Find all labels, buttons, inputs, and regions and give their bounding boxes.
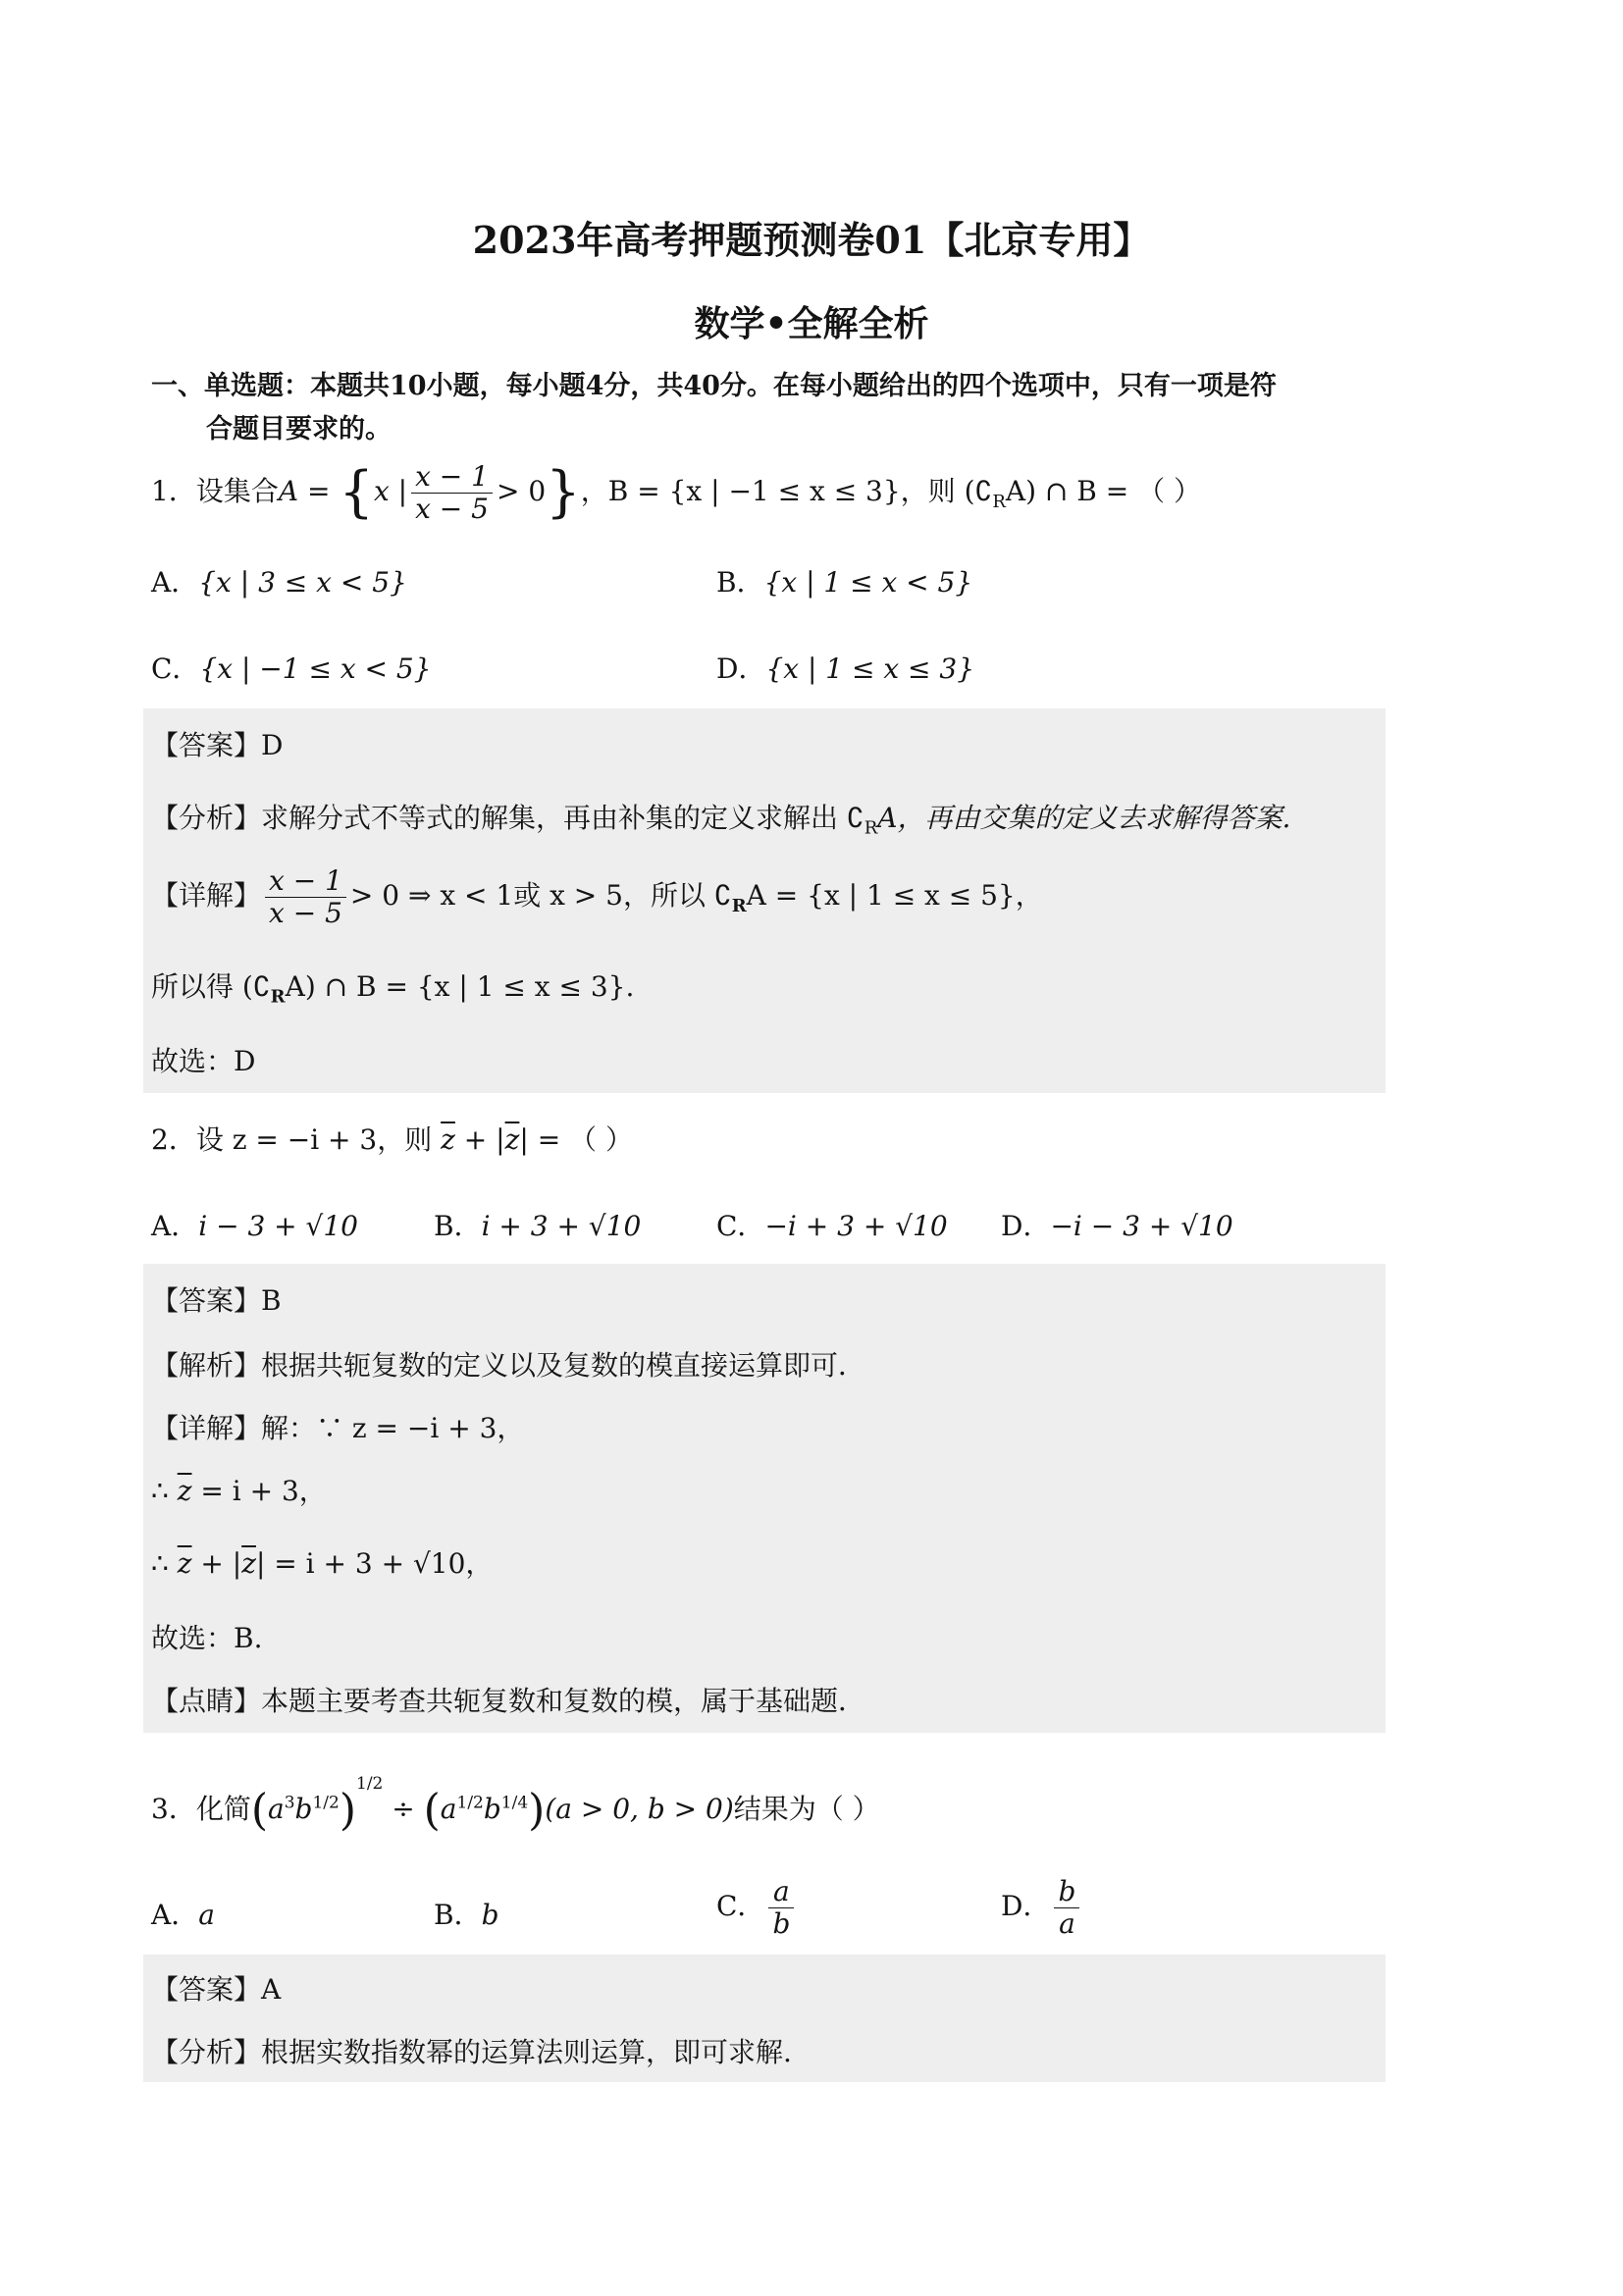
q3-option-c-den: b (772, 1907, 791, 1941)
q1-option-a-text: {x | 3 ≤ x < 5} (198, 566, 407, 599)
q3-option-d-label: D． (1001, 1890, 1051, 1923)
page-title: 2023年高考押题预测卷01【北京专用】 (472, 218, 1151, 262)
q1-choice: 故选：D (151, 1045, 256, 1077)
q3-outer-exp: 1/2 (356, 1774, 384, 1794)
q2-detail2-tail: = i + 3， (191, 1475, 327, 1507)
q2-detail2-head: ∴ (151, 1475, 178, 1507)
q1-detail-r: R (731, 895, 747, 916)
q3-paren-open: ( (250, 1785, 268, 1836)
q1-detail-mid: > 0 ⇒ x < 1或 x > 5，所以 ∁ (349, 879, 732, 913)
q1-x-bar: x | (373, 475, 408, 508)
q1-option-c-text: {x | −1 ≤ x < 5} (199, 652, 432, 685)
q3-option-d-num: b (1054, 1876, 1079, 1908)
q1-detail2 (151, 965, 634, 1008)
q2-detail3-tail: | = i + 3 + √10， (255, 1547, 494, 1580)
q3-option-b-label: B． (434, 1899, 482, 1931)
q3-tail: 结果为（ ） (733, 1793, 880, 1825)
q1-detail2-r: R (270, 986, 286, 1008)
q3-exp2-b: 1/4 (500, 1793, 529, 1813)
q2-zbar2: $\overline{z}$ (504, 1123, 520, 1156)
q2-comment: 【点睛】本题主要考查共轭复数和复数的模，属于基础题． (151, 1685, 866, 1717)
q3-option-a-text: a (198, 1899, 215, 1931)
q1-fraction-denominator: x − 5 (415, 493, 489, 526)
q1-brace-open: { (339, 460, 374, 525)
q3-analysis: 【分析】根据实数指数幂的运算法则运算，即可求解. (151, 2036, 792, 2068)
q3-paren2-open: ( (423, 1785, 441, 1836)
q1-number: 1．设集合 (151, 475, 279, 508)
q3-head: 3．化简 (151, 1793, 251, 1825)
q1-option-d-label: D． (716, 652, 766, 685)
q2-choice: 故选：B. (151, 1622, 263, 1654)
section-heading-line2: 合题目要求的。 (206, 414, 392, 444)
q1-fraction (411, 461, 493, 525)
q2-text-head: 2．设 z = −i + 3，则 (151, 1123, 442, 1156)
q1-analysis (151, 797, 1290, 839)
q3-option-d-den: a (1059, 1907, 1075, 1941)
question-2 (151, 1119, 633, 1158)
q1-tail: A) ∩ B = （ ） (1005, 475, 1202, 508)
q1-option-a-label: A． (151, 566, 199, 599)
q3-option-b (434, 1894, 499, 1933)
q1-analysis-r: R (864, 817, 878, 839)
q1-option-a (151, 561, 407, 600)
q1-fraction-numerator: x − 1 (411, 461, 493, 494)
q2-option-d (1001, 1205, 1233, 1244)
q1-detail-label: 【详解】 (151, 879, 262, 913)
q3-option-c (716, 1876, 798, 1940)
q1-analysis-text: 【分析】求解分式不等式的解集，再由补集的定义求解出 ∁ (151, 802, 864, 834)
q3-option-d (1001, 1876, 1083, 1940)
q3-answer: 【答案】A (151, 1973, 282, 2006)
q2-detail3 (151, 1542, 493, 1582)
q2-detail3-zbar2: $\overline{z}$ (241, 1547, 256, 1580)
q1-solution-box (143, 708, 1386, 1093)
q3-exp-a: 3 (284, 1793, 295, 1813)
q2-option-c-label: C． (716, 1210, 765, 1242)
q1-detail2-tail: A) ∩ B = {x | 1 ≤ x ≤ 3}. (285, 970, 635, 1003)
q2-option-d-label: D． (1001, 1210, 1051, 1242)
q1-detail-fraction (265, 865, 346, 929)
q1-detail-numerator: x − 1 (265, 865, 346, 898)
q2-option-d-text: −i − 3 + √10 (1050, 1210, 1233, 1242)
q2-zbar: $\overline{z}$ (441, 1123, 455, 1156)
q1-detail (151, 865, 1043, 929)
q1-detail-tail: A = {x | 1 ≤ x ≤ 5}， (746, 879, 1043, 913)
q2-detail2-zbar: $\overline{z}$ (177, 1475, 192, 1507)
q3-exp2-a: 1/2 (456, 1793, 484, 1813)
q1-option-d-text: {x | 1 ≤ x ≤ 3} (765, 652, 975, 685)
q2-detail2 (151, 1470, 327, 1509)
q3-option-a-label: A． (151, 1899, 199, 1931)
q2-answer: 【答案】B (151, 1284, 282, 1317)
q2-text-tail: | = （ ） (519, 1123, 633, 1156)
q2-option-a (151, 1205, 358, 1244)
q2-detail3-mid: + | (191, 1547, 242, 1580)
q3-a: a (268, 1793, 285, 1825)
q2-option-c (716, 1205, 948, 1244)
q2-option-b (434, 1205, 641, 1244)
q3-option-d-fraction (1054, 1876, 1079, 1940)
q2-plus: + | (454, 1123, 505, 1156)
q2-solution-box (143, 1264, 1386, 1733)
q1-set-a-label: A = (278, 475, 340, 508)
q1-analysis-tail: A，再由交集的定义去求解得答案. (877, 802, 1291, 834)
q2-detail1: 【详解】解：∵ z = −i + 3， (151, 1412, 525, 1444)
q1-option-b-text: {x | 1 ≤ x < 5} (763, 566, 973, 599)
q1-gt-zero: > 0 (496, 475, 547, 508)
q3-exp-b: 1/2 (312, 1793, 340, 1813)
q1-option-b-label: B． (716, 566, 764, 599)
q1-option-c (151, 648, 432, 687)
q1-r-subscript: R (992, 491, 1006, 512)
question-3 (151, 1774, 880, 1836)
q3-option-c-fraction (768, 1876, 794, 1940)
q2-option-a-text: i − 3 + √10 (198, 1210, 358, 1242)
question-1 (151, 461, 1201, 525)
page-subtitle: 数学•全解全析 (694, 303, 929, 344)
q2-option-b-text: i + 3 + √10 (481, 1210, 642, 1242)
q1-detail-denominator: x − 5 (269, 897, 342, 930)
q1-brace-close: } (546, 460, 581, 525)
q1-answer: 【答案】D (151, 729, 284, 761)
q3-option-c-num: a (768, 1876, 794, 1908)
q3-b2: b (483, 1793, 501, 1825)
q3-paren-close: ) (339, 1785, 356, 1836)
q3-condition: (a > 0, b > 0) (545, 1793, 734, 1825)
q3-a2: a (440, 1793, 457, 1825)
section-heading-line1: 一、单选题：本题共10小题，每小题4分，共40分。在每小题给出的四个选项中，只有一项是符 (151, 371, 1277, 401)
q3-option-c-label: C． (716, 1890, 765, 1923)
q2-option-c-text: −i + 3 + √10 (764, 1210, 948, 1242)
q3-paren2-close: ) (528, 1785, 546, 1836)
q2-option-b-label: B． (434, 1210, 482, 1242)
q1-option-c-label: C． (151, 652, 200, 685)
q3-option-b-text: b (481, 1899, 499, 1931)
q1-detail2-head: 所以得 (∁ (151, 970, 271, 1003)
q3-option-a (151, 1894, 215, 1933)
q2-option-a-label: A． (151, 1210, 199, 1242)
q1-set-b: ，B = {x | −1 ≤ x ≤ 3}，则 (∁ (580, 475, 993, 508)
q2-detail3-head: ∴ (151, 1547, 178, 1580)
q2-detail3-zbar: $\overline{z}$ (177, 1547, 192, 1580)
q1-option-d (716, 648, 974, 687)
q2-analysis: 【解析】根据共轭复数的定义以及复数的模直接运算即可． (151, 1349, 866, 1382)
q3-solution-box (143, 1955, 1386, 2082)
q3-div: ÷ (383, 1793, 424, 1825)
q1-option-b (716, 561, 972, 600)
q3-b: b (294, 1793, 313, 1825)
